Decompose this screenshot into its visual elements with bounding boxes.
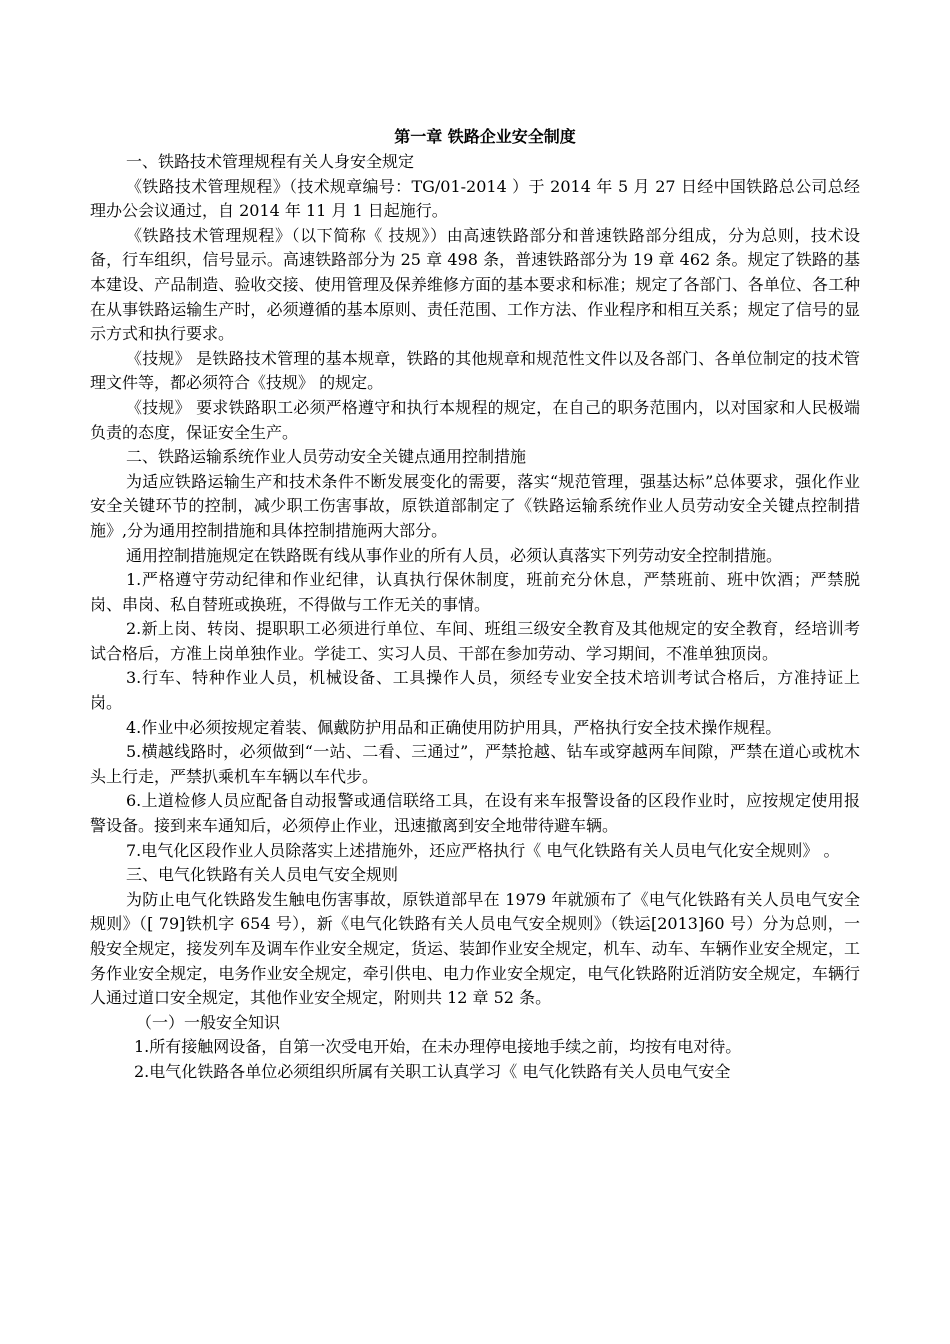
body-paragraph: 《铁路技术管理规程》（以下简称《 技规》）由高速铁路部分和普速铁路部分组成，分为总则，技术设备，行车组织，信号显示。高速铁路部分为 25 章 498 条，普速铁路部分为 19 章 462 条。规定了铁路的基本建设、产品制造、验收交接、使用管理及保养维修方面的基本要求和标准；规定了各部门、各单位、各工种在从事铁路运输生产时，必须遵循的基本原则、责任范围、工作方法、作业程序和相互关系；规定了信号的显示方式和执行要求。 [90, 225, 860, 344]
list-item: 5.横越线路时，必须做到“一站、二看、三通过”，严禁抢越、钻车或穿越两车间隙，严禁在道心或枕木头上行走，严禁扒乘机车车辆以车代步。 [90, 742, 860, 786]
section-heading-2: 二、铁路运输系统作业人员劳动安全关键点通用控制措施 [126, 447, 527, 467]
subsection-heading: （一）一般安全知识 [136, 1012, 281, 1032]
list-item: 3.行车、特种作业人员，机械设备、工具操作人员，须经专业安全技术培训考试合格后，方准持证上岗。 [90, 668, 860, 713]
list-item: 6.上道检修人员应配备自动报警或通信联络工具，在设有来车报警设备的区段作业时，应按规定使用报警设备。接到来车通知后，必须停止作业，迅速撤离到安全地带待避车辆。 [90, 791, 860, 836]
body-paragraph: 通用控制措施规定在铁路既有线从事作业的所有人员，必须认真落实下列劳动安全控制措施。 [126, 545, 783, 565]
section-heading-1: 一、铁路技术管理规程有关人身安全规定 [126, 152, 415, 171]
list-item: 1.严格遵守劳动纪律和作业纪律，认真执行保休制度，班前充分休息，严禁班前、班中饮酒；严禁脱岗、串岗、私自替班或换班，不得做与工作无关的事情。 [90, 570, 860, 614]
chapter-title: 第一章 铁路企业安全制度 [394, 127, 576, 146]
body-paragraph: 《技规》 要求铁路职工必须严格遵守和执行本规程的规定，在自己的职务范围内，以对国家和人民极端负责的态度，保证安全生产。 [90, 397, 860, 442]
list-item: 4.作业中必须按规定着装、佩戴防护用品和正确使用防护用具，严格执行安全技术操作规程。 [126, 717, 782, 737]
list-item: 2.新上岗、转岗、提职职工必须进行单位、车间、班组三级安全教育及其他规定的安全教育，经培训考试合格后，方准上岗单独作业。学徒工、实习人员、干部在参加劳动、学习期间，不准单独顶岗。 [90, 619, 860, 663]
body-paragraph: 《技规》 是铁路技术管理的基本规章，铁路的其他规章和规范性文件以及各部门、各单位制定的技术管理文件等，都必须符合《技规》 的规定。 [90, 348, 860, 393]
body-paragraph: 《铁路技术管理规程》（技术规章编号：TG/01-2014 ）于 2014 年 5 月 27 日经中国铁路总公司总经理办公会议通过，自 2014 年 11 月 1 日起施行。 [90, 176, 860, 221]
list-item: 2.电气化铁路各单位必须组织所属有关职工认真学习《 电气化铁路有关人员电气安全 [134, 1061, 731, 1081]
list-item: 7.电气化区段作业人员除落实上述措施外，还应严格执行《 电气化铁路有关人员电气化安全规则》 。 [126, 840, 840, 860]
section-heading-3: 三、电气化铁路有关人员电气安全规则 [126, 865, 399, 885]
body-paragraph: 为防止电气化铁路发生触电伤害事故，原铁道部早在 1979 年就颁布了《电气化铁路有关人员电气安全规则》（[ 79]铁机字 654 号），新《电气化铁路有关人员电气安全规则》（铁运[2013]60 号）分为总则，一般安全规定，接发列车及调车作业安全规定，货运、装卸作业安全规定，机车、动车、车辆作业安全规定，工务作业安全规定，电务作业安全规定，牵引供电、电力作业安全规定，电气化铁路附近消防安全规定，车辆行人通过道口安全规定，其他作业安全规定，附则共 12 章 52 条。 [90, 889, 860, 1008]
body-paragraph: 为适应铁路运输生产和技术条件不断发展变化的需要，落实“规范管理，强基达标”总体要求，强化作业安全关键环节的控制，减少职工伤害事故，原铁道部制定了《铁路运输系统作业人员劳动安全关键点控制措施》,分为通用控制措施和具体控制措施两大部分。 [90, 471, 860, 540]
list-item: 1.所有接触网设备，自第一次受电开始，在未办理停电接地手续之前，均按有电对待。 [134, 1037, 742, 1057]
document-page [90, 124, 860, 1085]
